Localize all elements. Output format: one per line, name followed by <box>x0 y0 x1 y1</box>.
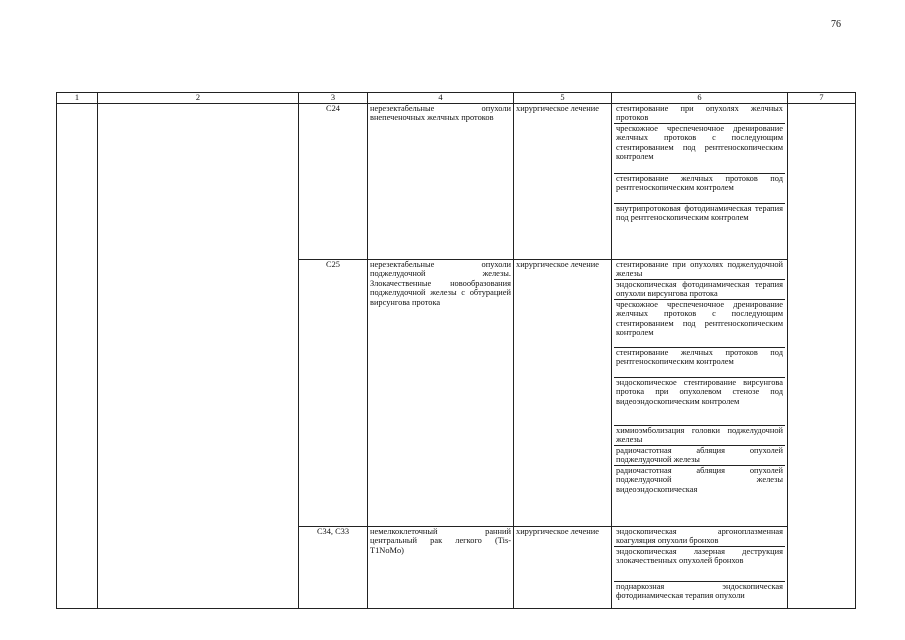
column-header: 1 <box>57 93 98 104</box>
column-header: 5 <box>514 93 612 104</box>
method-item: стентирование при опухолях желчных протоков <box>616 104 783 123</box>
cell-col1 <box>57 104 98 609</box>
column-header: 6 <box>612 93 788 104</box>
method-item: эндоскопическая фотодинамическая терапия опухоли вирсунгова протока <box>616 280 783 299</box>
method-item: эндоскопическая лазерная деструкция злокачественных опухолей бронхов <box>614 547 785 582</box>
method-item: эндоскопическая аргоноплазменная коагуляция опухоли бронхов <box>616 527 783 546</box>
cell-col7 <box>788 104 856 609</box>
method-item: поднаркозная эндоскопическая фотодинамическая терапия опухоли <box>616 582 783 601</box>
methods-cell <box>612 260 788 527</box>
cell-col2 <box>98 104 299 609</box>
method-item: чрескожное чреспеченочное дренирование желчных протоков с последующим стентированием под рентгеноскопическим контролем <box>614 300 785 348</box>
column-header: 7 <box>788 93 856 104</box>
column-header: 4 <box>368 93 514 104</box>
method-item: эндоскопическое стентирование вирсунгова протока при опухолевом стенозе под видеоэндоскопическим контролем <box>614 378 785 426</box>
procedures-table <box>56 92 856 609</box>
diagnosis: нерезектабельные опухоли поджелудочной железы. Злокачественные новообразования поджелудочной железы с обтурацией вирсунгова протока <box>368 260 514 527</box>
method-item: стентирование желчных протоков под рентгеноскопическим контролем <box>614 348 785 378</box>
method-item: чрескожное чреспеченочное дренирование желчных протоков с последующим стентированием под рентгеноскопическим контролем <box>614 124 785 174</box>
method-item: радиочастотная абляция опухолей поджелудочной железы <box>616 446 783 465</box>
icd-code: C24 <box>299 104 368 260</box>
methods-cell <box>612 527 788 609</box>
column-header: 3 <box>299 93 368 104</box>
method-item: химиоэмболизация головки поджелудочной железы <box>616 426 783 445</box>
method-item: внутрипротоковая фотодинамическая терапия под рентгеноскопическим контролем <box>616 204 783 223</box>
methods-cell <box>612 104 788 260</box>
icd-code: C34, C33 <box>299 527 368 609</box>
column-header: 2 <box>98 93 299 104</box>
page-number: 76 <box>831 19 841 30</box>
treatment-type: хирургическое лечение <box>514 260 612 527</box>
method-item: радиочастотная абляция опухолей поджелудочной железы видеоэндоскопическая <box>616 466 783 494</box>
treatment-type: хирургическое лечение <box>514 104 612 260</box>
method-item: стентирование при опухолях поджелудочной железы <box>616 260 783 279</box>
treatment-type: хирургическое лечение <box>514 527 612 609</box>
header-row <box>57 93 856 104</box>
method-item: стентирование желчных протоков под рентгеноскопическим контролем <box>614 174 785 204</box>
icd-code: C25 <box>299 260 368 527</box>
table-row <box>57 104 856 260</box>
diagnosis: нерезектабельные опухоли внепеченочных желчных протоков <box>368 104 514 260</box>
diagnosis: немелкоклеточный ранний центральный рак легкого (Tis-T1NoMo) <box>368 527 514 609</box>
